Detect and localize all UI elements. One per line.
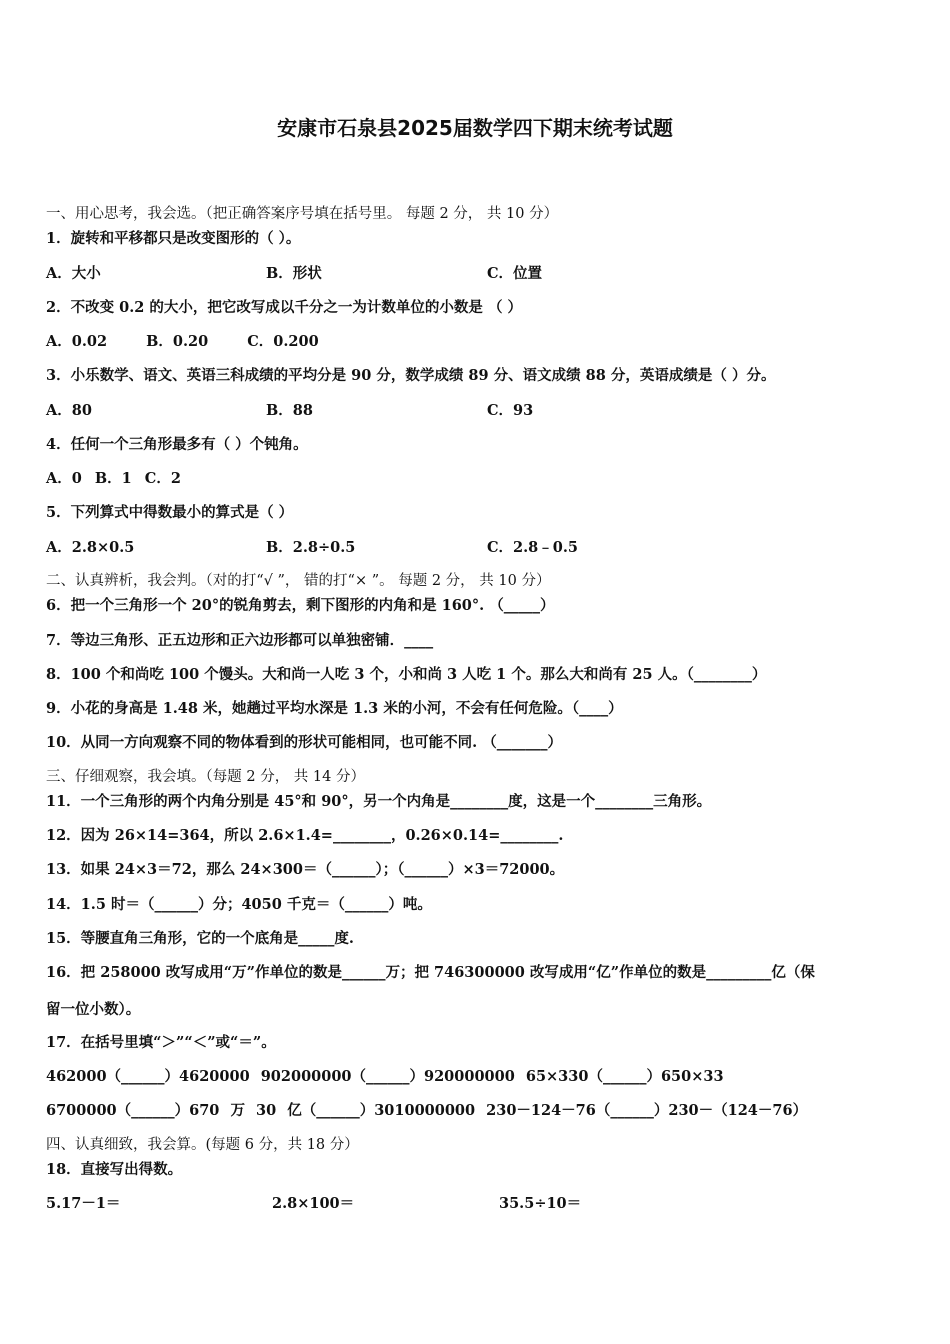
question-8: 8．100 个和尚吃 100 个馒头。大和尚一人吃 3 个，小和尚 3 人吃 1 个。那么大和尚有 25 人。（________） [46,666,767,683]
question-13: 13．如果 24×3＝72，那么 24×300＝（______）；（______）×3＝72000。 [46,861,565,878]
question-2-options: A．0.02 B．0.20 C．0.200 [46,333,319,350]
question-2: 2．不改变 0.2 的大小，把它改写成以千分之一为计数单位的小数是 （ ） [46,299,523,316]
section-1-heading: 一、用心思考，我会选。（把正确答案序号填在括号里。 每题 2 分， 共 10 分） [46,206,559,222]
question-5: 5．下列算式中得数最小的算式是（ ） [46,504,294,521]
question-7: 7．等边三角形、正五边形和正六边形都可以单独密铺．____ [46,632,434,649]
question-16: 16．把 258000 改写成用“万”作单位的数是______万；把 746300000 改写成用“亿”作单位的数是_________亿（保 [46,964,815,981]
question-10: 10．从同一方向观察不同的物体看到的形状可能相同，也可能不同. （_______） [46,734,563,751]
question-4: 4．任何一个三角形最多有（ ）个钝角。 [46,436,308,453]
question-1-option-b: B．形状 [266,265,322,282]
question-17-row-1: 462000（______）4620000 902000000（______）920000000 65×330（______）650×33 [46,1068,724,1085]
question-5-option-a: A．2.8×0.5 [46,539,135,556]
page-title: 安康市石泉县2025届数学四下期末统考试题 [277,116,673,140]
question-14: 14．1.5 时＝（______）分；4050 千克＝（______）吨。 [46,896,432,913]
calc-item-1: 5.17－1＝ [46,1195,121,1212]
question-9: 9．小花的身高是 1.48 米，她趟过平均水深是 1.3 米的小河，不会有任何危险。（____） [46,700,623,717]
question-17-row-2: 6700000（______）670 万 30 亿（______）3010000000 230－124－76（______）230－（124－76） [46,1102,808,1119]
question-3-option-a: A．80 [46,402,92,419]
question-1-option-a: A．大小 [46,265,101,282]
question-12: 12．因为 26×14=364，所以 2.6×1.4=________，0.26×0.14=________. [46,827,564,844]
question-3-option-c: C．93 [487,402,534,419]
question-5-option-b: B．2.8÷0.5 [266,539,356,556]
question-11: 11．一个三角形的两个内角分别是 45°和 90°，另一个内角是________度，这是一个________三角形。 [46,793,712,810]
section-4-heading: 四、认真细致，我会算。(每题 6 分，共 18 分） [46,1137,359,1153]
section-3-heading: 三、仔细观察，我会填。（每题 2 分， 共 14 分） [46,769,365,785]
question-4-options: A．0 B．1 C．2 [46,470,181,487]
question-3: 3．小乐数学、语文、英语三科成绩的平均分是 90 分，数学成绩 89 分、语文成绩 88 分，英语成绩是（ ）分。 [46,367,776,384]
calc-item-2: 2.8×100＝ [272,1195,355,1212]
question-15: 15．等腰直角三角形，它的一个底角是_____度. [46,930,354,947]
question-5-option-c: C．2.8﹣0.5 [487,539,578,556]
question-1: 1．旋转和平移都只是改变图形的（ ）。 [46,230,301,247]
question-3-option-b: B．88 [266,402,313,419]
question-16-continued: 留一位小数）。 [46,1001,141,1018]
question-1-option-c: C．位置 [487,265,543,282]
calc-item-3: 35.5÷10＝ [499,1195,582,1212]
section-2-heading: 二、认真辨析，我会判。（对的打“√ ”， 错的打“× ”。 每题 2 分， 共 10 分） [46,573,551,589]
question-17: 17．在括号里填“＞”“＜”或“＝”。 [46,1034,276,1051]
question-6: 6．把一个三角形一个 20°的锐角剪去，剩下图形的内角和是 160°. （_____） [46,597,555,614]
question-18: 18．直接写出得数。 [46,1161,183,1178]
